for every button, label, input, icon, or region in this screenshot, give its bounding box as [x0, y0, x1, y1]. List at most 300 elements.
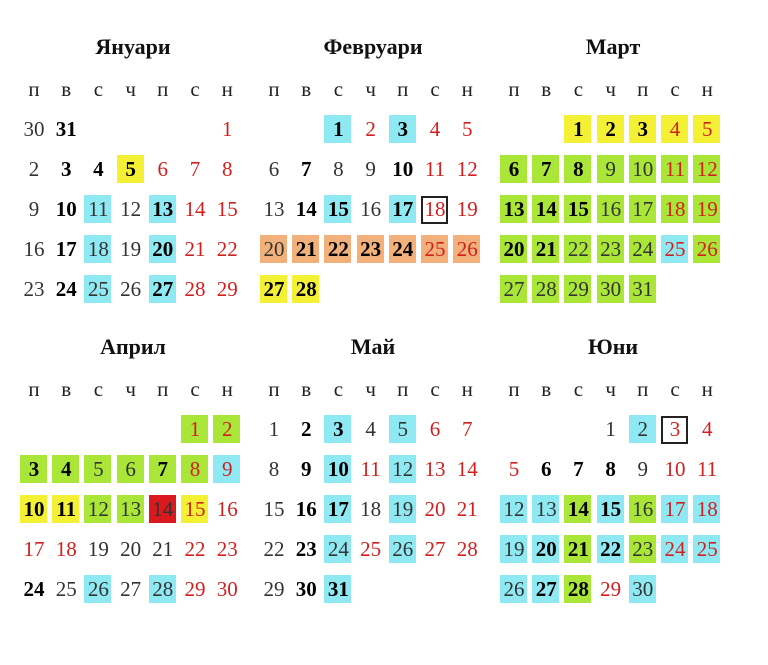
day-number: 25 — [664, 237, 686, 261]
day-cell — [50, 114, 82, 144]
day-number: 27 — [263, 277, 285, 301]
day-cell — [322, 114, 354, 144]
weekday-label: в — [61, 77, 72, 101]
day-number: 10 — [55, 197, 77, 221]
day-cell — [290, 154, 322, 184]
weekday-label: с — [573, 77, 584, 101]
day-number: 1 — [189, 417, 201, 441]
day-number: 5 — [93, 457, 104, 481]
day-cell — [18, 194, 50, 224]
day-cell — [498, 234, 530, 264]
day-number: 28 — [295, 277, 317, 301]
day-number: 9 — [605, 157, 616, 181]
day-number: 25 — [696, 537, 718, 561]
day-cell — [18, 114, 50, 144]
day-number: 21 — [567, 537, 589, 561]
day-cell — [179, 574, 211, 604]
day-number: 3 — [333, 417, 344, 441]
day-cell — [211, 414, 243, 444]
day-cell — [115, 194, 147, 224]
day-number: 22 — [327, 237, 349, 261]
month-title: Януари — [95, 34, 171, 59]
day-number: 14 — [535, 197, 557, 221]
weekday-label: с — [573, 377, 584, 401]
day-cell — [147, 534, 179, 564]
weekday-label: с — [430, 377, 440, 401]
day-number: 4 — [669, 117, 681, 141]
day-cell — [498, 494, 530, 524]
day-number: 12 — [392, 457, 414, 481]
day-cell — [530, 234, 562, 264]
day-number: 14 — [567, 497, 589, 521]
day-number: 1 — [573, 117, 584, 141]
day-number: 8 — [221, 157, 233, 181]
day-number: 11 — [424, 157, 446, 181]
day-number: 9 — [28, 197, 40, 221]
weekday-label: н — [461, 377, 473, 401]
month-title: Март — [585, 34, 641, 59]
day-number: 4 — [701, 417, 713, 441]
day-number: 20 — [535, 537, 557, 561]
day-number: 24 — [664, 537, 686, 561]
day-cell — [147, 154, 179, 184]
day-number: 25 — [360, 537, 382, 561]
weekday-label: в — [541, 377, 552, 401]
day-cell — [18, 234, 50, 264]
weekday-label: с — [333, 77, 344, 101]
day-number: 31 — [55, 117, 77, 141]
day-number: 30 — [216, 577, 238, 601]
day-number: 29 — [184, 577, 206, 601]
day-cell — [627, 194, 659, 224]
day-cell — [498, 534, 530, 564]
day-cell — [179, 154, 211, 184]
day-cell — [627, 114, 659, 144]
day-number: 9 — [365, 157, 376, 181]
day-number: 22 — [600, 537, 622, 561]
day-number: 3 — [28, 457, 40, 481]
day-number: 19 — [503, 537, 525, 561]
day-cell — [691, 454, 723, 484]
weekday-label: с — [190, 77, 200, 101]
day-number: 17 — [392, 197, 414, 221]
day-cell — [691, 234, 723, 264]
day-number: 10 — [392, 157, 414, 181]
weekday-label: с — [190, 377, 200, 401]
day-cell — [322, 194, 354, 224]
day-cell — [562, 494, 594, 524]
day-number: 7 — [461, 417, 473, 441]
day-cell — [627, 154, 659, 184]
day-cell — [451, 454, 483, 484]
day-cell — [18, 154, 50, 184]
day-cell — [530, 274, 562, 304]
day-cell — [290, 494, 322, 524]
weekday-label: ч — [125, 377, 136, 401]
day-number: 2 — [300, 417, 312, 441]
day-cell — [355, 154, 387, 184]
month-title: Май — [350, 334, 396, 359]
day-cell — [211, 194, 243, 224]
day-number: 13 — [152, 197, 174, 221]
day-cell — [530, 454, 562, 484]
day-number: 15 — [567, 197, 589, 221]
day-cell — [147, 494, 179, 524]
day-cell — [451, 154, 483, 184]
day-number: 29 — [216, 277, 238, 301]
day-number: 19 — [456, 197, 478, 221]
day-cell — [258, 274, 290, 304]
day-number: 23 — [23, 277, 45, 301]
day-cell — [115, 574, 147, 604]
day-number: 21 — [184, 237, 206, 261]
day-cell — [211, 534, 243, 564]
day-number: 27 — [424, 537, 446, 561]
day-number: 18 — [55, 537, 77, 561]
day-number: 24 — [55, 277, 77, 301]
day-cell — [50, 454, 82, 484]
day-cell — [50, 574, 82, 604]
day-cell — [50, 494, 82, 524]
day-cell — [115, 274, 147, 304]
day-cell — [595, 414, 627, 444]
day-number: 27 — [535, 577, 557, 601]
day-number: 11 — [88, 197, 109, 221]
weekday-label: в — [61, 377, 72, 401]
day-cell — [451, 114, 483, 144]
weekday-label: с — [670, 377, 680, 401]
day-number: 31 — [632, 277, 654, 301]
day-number: 11 — [697, 457, 718, 481]
weekday-label: ч — [605, 377, 616, 401]
day-number: 5 — [701, 117, 713, 141]
day-number: 12 — [696, 157, 718, 181]
day-number: 11 — [360, 457, 381, 481]
day-cell — [659, 414, 691, 444]
day-number: 13 — [263, 197, 285, 221]
day-cell — [211, 574, 243, 604]
day-number: 2 — [637, 417, 649, 441]
day-number: 22 — [184, 537, 206, 561]
day-number: 23 — [360, 237, 382, 261]
month-title: Февруари — [323, 34, 423, 59]
day-number: 17 — [632, 197, 654, 221]
day-cell — [179, 194, 211, 224]
day-cell — [691, 414, 723, 444]
day-number: 11 — [56, 497, 77, 521]
weekday-label: п — [508, 77, 520, 101]
day-number: 15 — [216, 197, 238, 221]
weekday-label: п — [508, 377, 520, 401]
day-cell — [82, 454, 114, 484]
day-cell — [498, 154, 530, 184]
day-number: 26 — [392, 537, 414, 561]
weekday-label: ч — [365, 377, 376, 401]
day-number: 30 — [632, 577, 654, 601]
day-cell — [691, 114, 723, 144]
day-number: 24 — [632, 237, 654, 261]
day-number: 26 — [87, 577, 109, 601]
day-cell — [355, 494, 387, 524]
day-number: 20 — [424, 497, 446, 521]
weekday-label: с — [93, 77, 104, 101]
day-number: 10 — [632, 157, 654, 181]
day-cell — [258, 154, 290, 184]
day-cell — [50, 194, 82, 224]
month-title: Юни — [587, 334, 639, 359]
weekday-label: с — [670, 77, 680, 101]
day-cell — [115, 494, 147, 524]
day-number: 14 — [152, 497, 174, 521]
day-cell — [290, 234, 322, 264]
day-number: 13 — [120, 497, 142, 521]
day-number: 22 — [216, 237, 238, 261]
day-number: 2 — [365, 117, 376, 141]
day-number: 18 — [424, 197, 446, 221]
day-cell — [691, 154, 723, 184]
day-number: 12 — [87, 497, 109, 521]
day-number: 1 — [268, 417, 280, 441]
day-number: 18 — [360, 497, 382, 521]
weekday-label: н — [701, 77, 713, 101]
day-number: 17 — [55, 237, 77, 261]
day-number: 22 — [567, 237, 589, 261]
day-cell — [82, 234, 114, 264]
weekday-label: н — [221, 77, 233, 101]
day-number: 26 — [456, 237, 478, 261]
day-number: 26 — [120, 277, 142, 301]
day-cell — [355, 414, 387, 444]
day-cell — [50, 534, 82, 564]
day-cell — [659, 494, 691, 524]
day-number: 24 — [327, 537, 349, 561]
day-cell — [147, 274, 179, 304]
day-number: 3 — [60, 157, 72, 181]
weekday-label: п — [157, 377, 169, 401]
day-cell — [627, 414, 659, 444]
day-number: 2 — [28, 157, 40, 181]
day-cell — [82, 194, 114, 224]
day-cell — [258, 494, 290, 524]
day-cell — [322, 494, 354, 524]
weekday-label: н — [221, 377, 233, 401]
day-number: 2 — [221, 417, 233, 441]
day-number: 10 — [23, 497, 45, 521]
day-cell — [595, 454, 627, 484]
day-number: 29 — [263, 577, 285, 601]
day-number: 29 — [600, 577, 622, 601]
day-cell — [530, 534, 562, 564]
day-cell — [498, 574, 530, 604]
day-number: 21 — [152, 537, 174, 561]
day-cell — [18, 454, 50, 484]
day-number: 17 — [23, 537, 45, 561]
day-number: 30 — [600, 277, 622, 301]
day-cell — [562, 274, 594, 304]
day-cell — [691, 194, 723, 224]
weekday-label: н — [701, 377, 713, 401]
day-cell — [498, 454, 530, 484]
day-cell — [387, 234, 419, 264]
day-number: 14 — [184, 197, 206, 221]
day-cell — [258, 534, 290, 564]
day-cell — [419, 154, 451, 184]
day-cell — [82, 154, 114, 184]
day-number: 5 — [397, 417, 409, 441]
day-cell — [562, 154, 594, 184]
day-number: 25 — [87, 277, 109, 301]
day-number: 6 — [429, 417, 441, 441]
weekday-label: ч — [365, 77, 376, 101]
day-number: 25 — [424, 237, 446, 261]
day-cell — [659, 114, 691, 144]
day-number: 12 — [120, 197, 142, 221]
day-number: 6 — [508, 157, 520, 181]
day-cell — [211, 274, 243, 304]
day-cell — [355, 114, 387, 144]
day-cell — [562, 534, 594, 564]
day-cell — [530, 494, 562, 524]
day-cell — [419, 414, 451, 444]
day-number: 27 — [503, 277, 525, 301]
day-number: 19 — [696, 197, 718, 221]
day-cell — [562, 114, 594, 144]
day-number: 7 — [189, 157, 201, 181]
day-number: 16 — [360, 197, 382, 221]
day-number: 15 — [263, 497, 285, 521]
day-cell — [451, 494, 483, 524]
day-cell — [115, 154, 147, 184]
weekday-label: в — [301, 377, 312, 401]
day-cell — [355, 454, 387, 484]
weekday-label: в — [541, 77, 552, 101]
day-number: 4 — [60, 457, 72, 481]
day-cell — [387, 194, 419, 224]
day-cell — [627, 234, 659, 264]
day-number: 28 — [152, 577, 174, 601]
day-number: 11 — [664, 157, 686, 181]
day-number: 18 — [696, 497, 718, 521]
day-number: 1 — [605, 417, 616, 441]
day-cell — [355, 194, 387, 224]
day-number: 7 — [300, 157, 312, 181]
day-cell — [691, 494, 723, 524]
weekday-label: п — [637, 77, 649, 101]
day-number: 18 — [664, 197, 686, 221]
day-number: 15 — [600, 497, 622, 521]
day-cell — [451, 414, 483, 444]
day-cell — [179, 494, 211, 524]
day-cell — [627, 454, 659, 484]
day-cell — [290, 194, 322, 224]
day-cell — [419, 114, 451, 144]
day-number: 9 — [300, 457, 312, 481]
day-cell — [211, 154, 243, 184]
day-cell — [322, 454, 354, 484]
day-number: 25 — [55, 577, 77, 601]
day-number: 5 — [125, 157, 136, 181]
day-cell — [18, 274, 50, 304]
day-number: 16 — [23, 237, 45, 261]
day-number: 5 — [508, 457, 520, 481]
day-number: 2 — [605, 117, 616, 141]
day-cell — [387, 414, 419, 444]
day-cell — [451, 534, 483, 564]
day-cell — [50, 274, 82, 304]
day-number: 20 — [152, 237, 174, 261]
day-cell — [659, 154, 691, 184]
day-cell — [419, 234, 451, 264]
day-cell — [387, 534, 419, 564]
weekday-label: с — [93, 377, 104, 401]
day-cell — [419, 494, 451, 524]
weekday-label: п — [397, 77, 409, 101]
day-number: 3 — [637, 117, 649, 141]
day-cell — [290, 274, 322, 304]
day-cell — [211, 454, 243, 484]
day-cell — [498, 274, 530, 304]
day-cell — [18, 574, 50, 604]
day-cell — [562, 574, 594, 604]
day-cell — [179, 274, 211, 304]
day-cell — [322, 414, 354, 444]
day-number: 7 — [540, 157, 552, 181]
day-cell — [211, 234, 243, 264]
day-cell — [82, 274, 114, 304]
day-number: 9 — [221, 457, 233, 481]
day-cell — [147, 574, 179, 604]
weekday-label: п — [268, 377, 280, 401]
day-cell — [595, 534, 627, 564]
day-cell — [530, 574, 562, 604]
weekday-label: п — [397, 377, 409, 401]
day-cell — [322, 534, 354, 564]
weekday-label: п — [268, 77, 280, 101]
day-cell — [18, 494, 50, 524]
day-cell — [595, 274, 627, 304]
day-number: 31 — [327, 577, 349, 601]
day-cell — [290, 574, 322, 604]
weekday-label: с — [430, 77, 440, 101]
day-number: 8 — [605, 457, 616, 481]
day-number: 6 — [268, 157, 280, 181]
day-number: 23 — [295, 537, 317, 561]
day-number: 7 — [573, 457, 584, 481]
day-number: 28 — [535, 277, 557, 301]
day-number: 10 — [664, 457, 686, 481]
day-number: 13 — [503, 197, 525, 221]
day-number: 1 — [221, 117, 233, 141]
day-cell — [179, 414, 211, 444]
day-cell — [595, 234, 627, 264]
day-number: 24 — [392, 237, 414, 261]
weekday-label: ч — [125, 77, 136, 101]
day-cell — [595, 574, 627, 604]
day-cell — [562, 234, 594, 264]
day-cell — [258, 454, 290, 484]
day-number: 16 — [295, 497, 317, 521]
weekday-label: п — [157, 77, 169, 101]
day-number: 20 — [503, 237, 525, 261]
weekday-label: н — [461, 77, 473, 101]
day-cell — [82, 494, 114, 524]
day-number: 28 — [184, 277, 206, 301]
day-cell — [322, 234, 354, 264]
day-cell — [627, 494, 659, 524]
day-cell — [562, 194, 594, 224]
day-cell — [258, 194, 290, 224]
day-cell — [595, 494, 627, 524]
